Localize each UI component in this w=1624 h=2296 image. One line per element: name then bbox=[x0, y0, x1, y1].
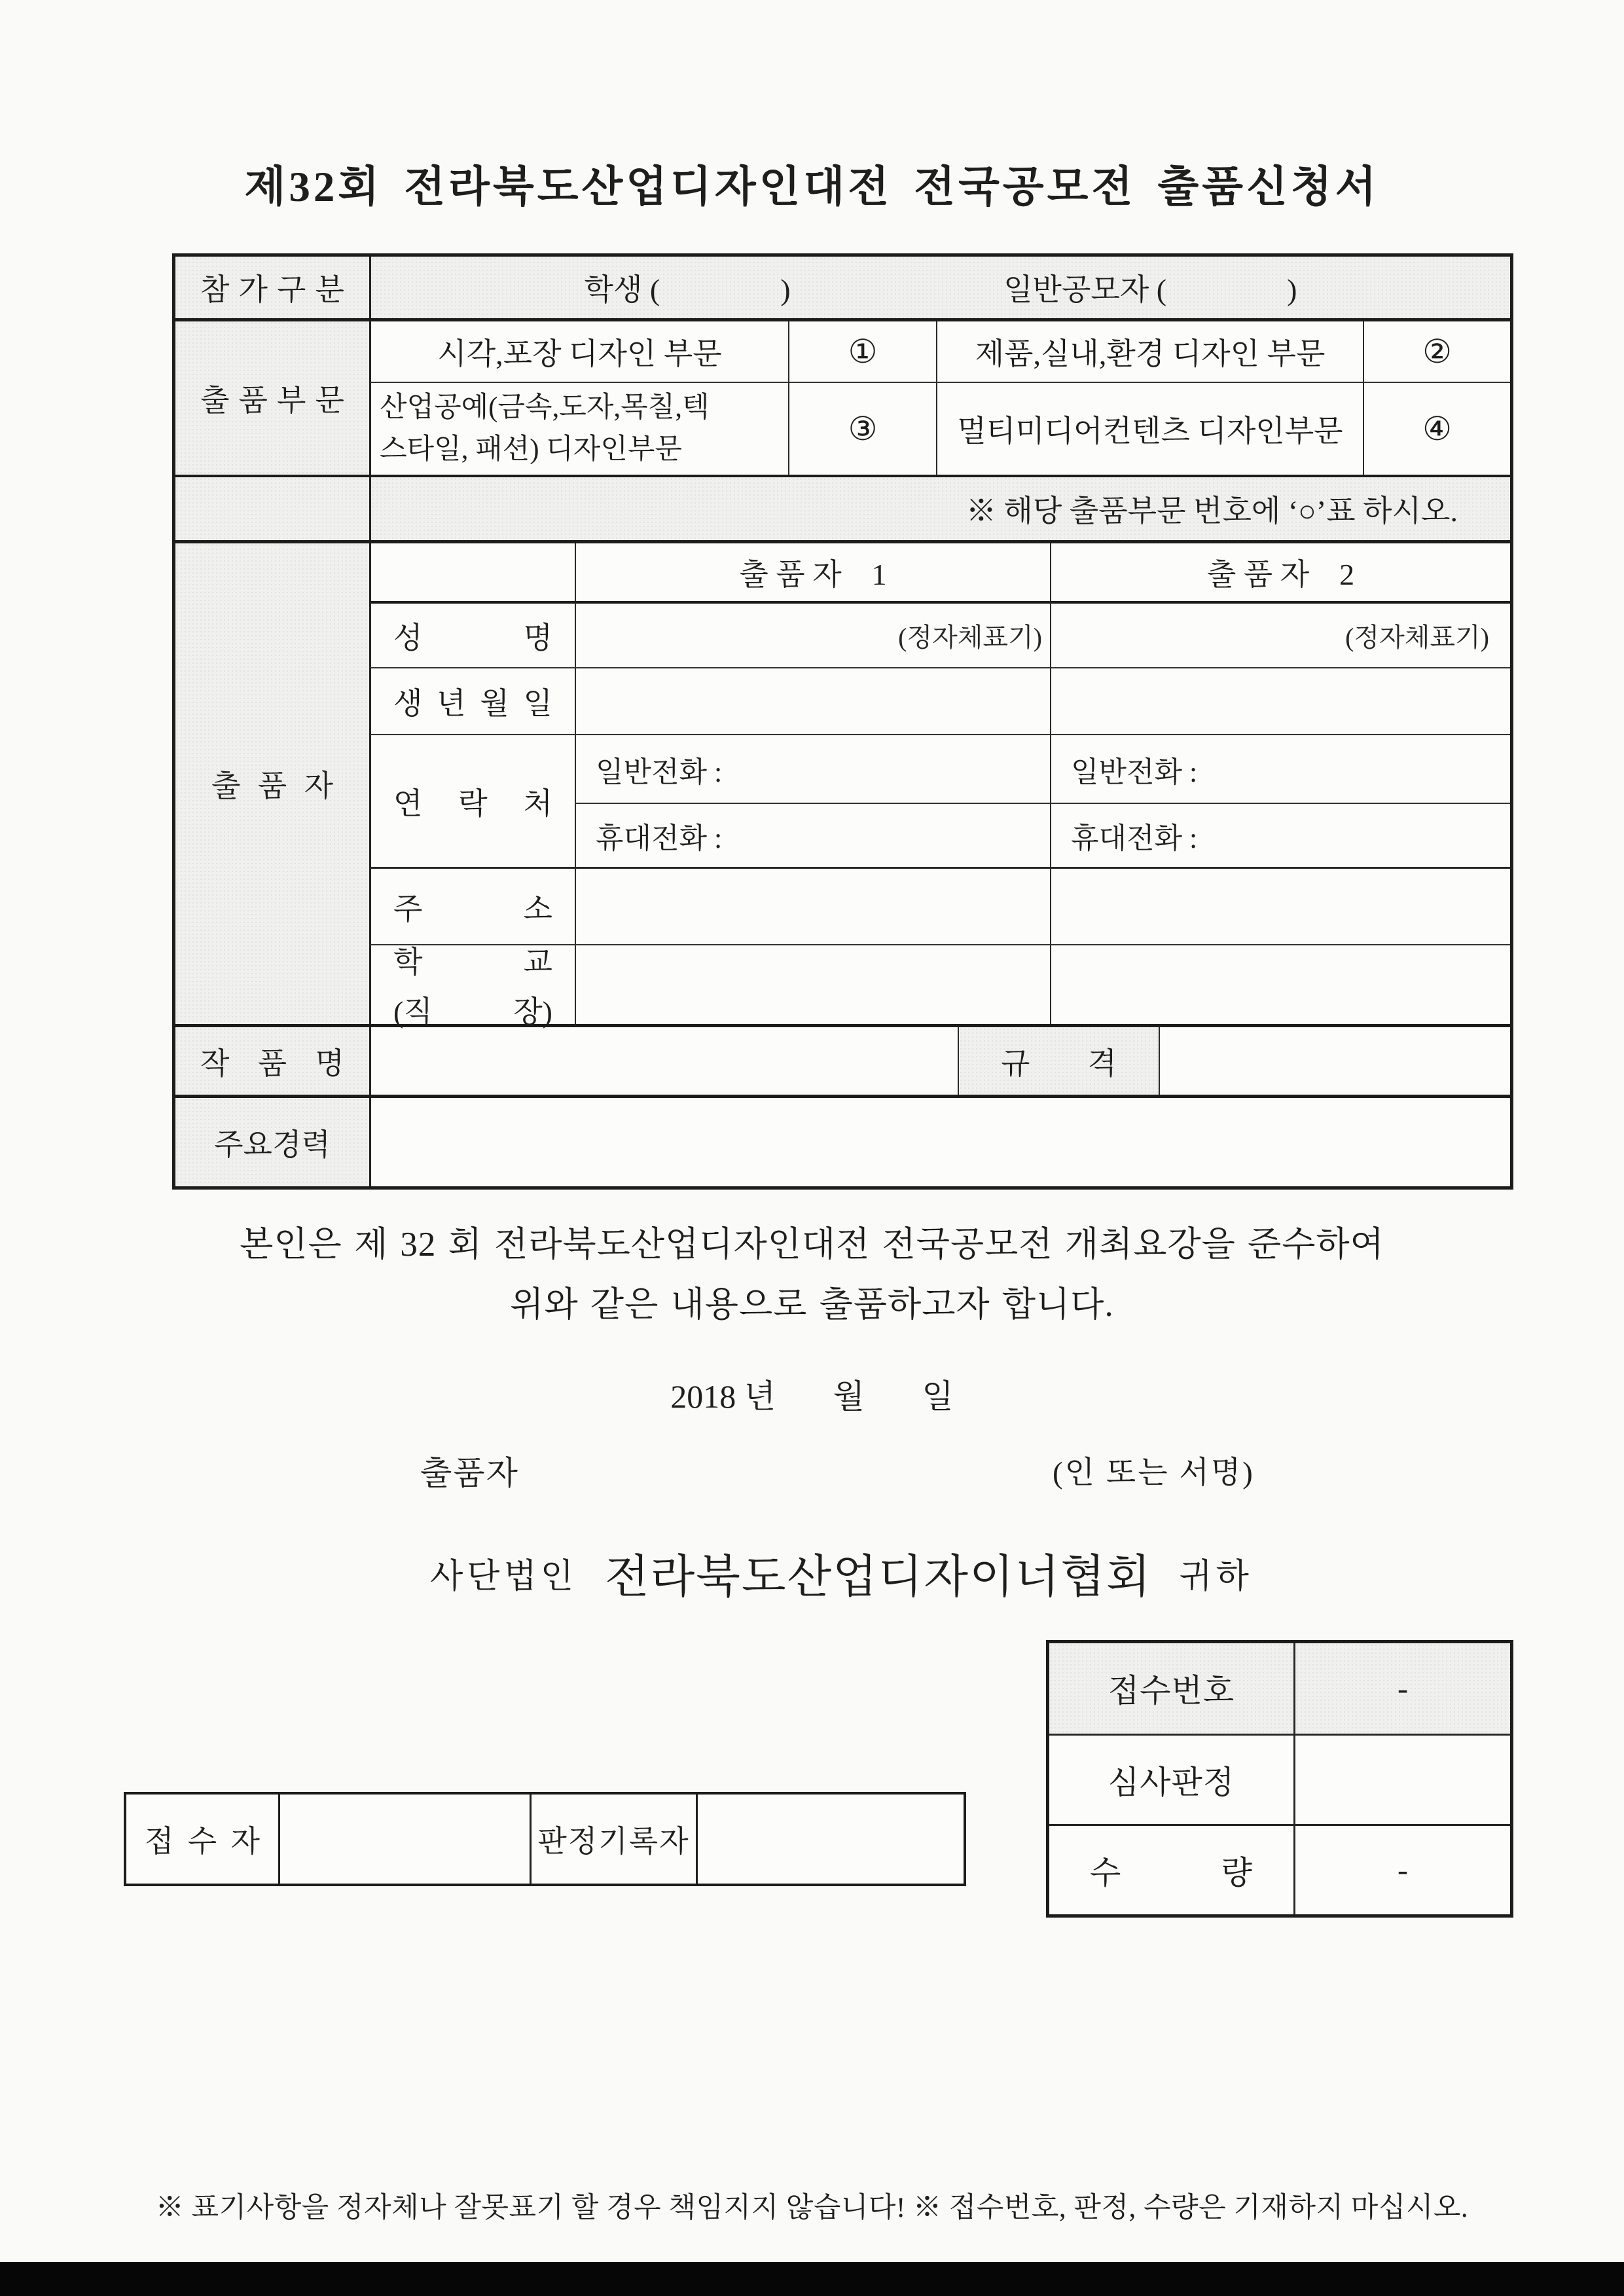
receiver-label: 접 수 자 bbox=[145, 1825, 260, 1858]
declaration-line2: 위와 같은 내용으로 출품하고자 합니다. bbox=[510, 1286, 1114, 1324]
spec-label-cell bbox=[958, 1027, 1159, 1095]
work-title-row bbox=[175, 1024, 1510, 1095]
division-name-industrial-craft-line1: 산업공예(금속,도자,목칠,텍 bbox=[380, 392, 710, 423]
address-field-entrant1 bbox=[575, 867, 1050, 944]
division-note-text: ※ 해당 출품부문 번호에 ‘○’표 하시오. bbox=[965, 494, 1458, 528]
judging-value bbox=[1293, 1736, 1510, 1824]
division-circle-number-2: ② bbox=[1363, 321, 1510, 382]
school-field-entrant1 bbox=[575, 944, 1050, 1024]
mobile-field-entrant1: 휴대전화 : bbox=[575, 803, 1050, 867]
recorder-label-cell: 판정기록자 bbox=[530, 1795, 696, 1884]
birth-field-entrant1 bbox=[575, 667, 1050, 734]
entrant-section bbox=[175, 540, 1510, 1029]
spec-field bbox=[1159, 1027, 1510, 1095]
judging-row bbox=[1049, 1734, 1510, 1824]
quantity-label-text: 수 량 bbox=[1090, 1854, 1253, 1891]
mobile-field-entrant2: 휴대전화 : bbox=[1050, 803, 1510, 867]
recipient-prefix: 사단법인 bbox=[430, 1558, 577, 1595]
work-title-label: 작 품 명 bbox=[200, 1046, 344, 1080]
career-row bbox=[175, 1095, 1510, 1186]
phone-field-entrant2: 일반전화 : bbox=[1050, 734, 1510, 803]
name-label-cell bbox=[369, 601, 575, 667]
division-circle-number-3: ③ bbox=[788, 382, 936, 475]
name-field-entrant2: (정자체표기) bbox=[1050, 601, 1510, 667]
entrant-label-cell bbox=[175, 543, 369, 1024]
division-name-industrial-craft-line2: 스타일, 패션) 디자인부문 bbox=[380, 434, 682, 465]
recipient-suffix: 귀하 bbox=[1179, 1558, 1253, 1595]
name-field-entrant1: (정자체표기) bbox=[575, 601, 1050, 667]
scan-bottom-edge bbox=[0, 2262, 1624, 2296]
receipt-number-value: - bbox=[1293, 1643, 1510, 1734]
entrant2-header-cell: 출 품 자 2 bbox=[1050, 543, 1510, 601]
birth-label: 생 년 월 일 bbox=[393, 687, 552, 720]
division-circle-number-1: ① bbox=[788, 321, 936, 382]
contact-label: 연 락 처 bbox=[393, 786, 552, 820]
entrant-label: 출 품 자 bbox=[211, 769, 333, 803]
participation-row bbox=[175, 257, 1510, 318]
address-label-cell bbox=[369, 867, 575, 944]
division-label-cell bbox=[175, 321, 369, 475]
division-note-row bbox=[175, 475, 1510, 540]
work-title-field bbox=[369, 1027, 958, 1095]
recipient-name: 전라북도산업디자이너협회 bbox=[605, 1552, 1152, 1603]
spec-label: 규 격 bbox=[1001, 1046, 1117, 1080]
career-label-cell: 주요경력 bbox=[175, 1098, 369, 1186]
application-table bbox=[172, 253, 1513, 1190]
participation-options-cell bbox=[369, 257, 1510, 318]
address-label: 주 소 bbox=[393, 892, 552, 926]
participation-student-option: 학생 ( ) bbox=[584, 273, 791, 306]
footer-note: ※ 표기사항을 정자체나 잘못표기 할 경우 책임지지 않습니다! ※ 접수번호, 판정, 수량은 기재하지 마십시오. bbox=[155, 2193, 1469, 2223]
receipt-table bbox=[124, 1792, 966, 1886]
signer-label: 출품자 bbox=[420, 1455, 519, 1491]
school-label-cell bbox=[369, 944, 575, 1029]
division-name-product-interior-environment: 제품,실내,환경 디자인 부문 bbox=[936, 321, 1363, 382]
name-label: 성 명 bbox=[393, 621, 552, 655]
signature-hint: (인 또는 서명) bbox=[1053, 1456, 1255, 1490]
office-use-table bbox=[1046, 1640, 1513, 1918]
receipt-number-label: 접수번호 bbox=[1049, 1643, 1293, 1734]
recorder-field bbox=[696, 1795, 964, 1884]
receipt-number-row bbox=[1049, 1643, 1510, 1734]
participation-label-cell bbox=[175, 257, 369, 318]
quantity-label bbox=[1049, 1826, 1293, 1914]
school-label-line1: 학 교 bbox=[393, 945, 552, 979]
birth-field-entrant2 bbox=[1050, 667, 1510, 734]
division-note-label-cell bbox=[175, 477, 369, 540]
judging-label: 심사판정 bbox=[1108, 1764, 1235, 1800]
receiver-field bbox=[278, 1795, 530, 1884]
date-line: 2018 년 월 일 bbox=[670, 1378, 954, 1415]
division-name-visual-packaging: 시각,포장 디자인 부문 bbox=[369, 321, 788, 382]
address-field-entrant2 bbox=[1050, 867, 1510, 944]
declaration-line1: 본인은 제 32 회 전라북도산업디자인대전 전국공모전 개최요강을 준수하여 bbox=[240, 1226, 1384, 1264]
division-circle-number-4: ④ bbox=[1363, 382, 1510, 475]
receiver-label-cell bbox=[126, 1795, 278, 1884]
division-name-multimedia-contents: 멀티미디어컨텐츠 디자인부문 bbox=[936, 382, 1363, 475]
quantity-value: - bbox=[1293, 1826, 1510, 1914]
division-label: 출 품 부 문 bbox=[200, 384, 344, 417]
career-field bbox=[369, 1098, 1510, 1186]
division-name-industrial-craft bbox=[369, 382, 788, 475]
form-title: 제32회 전라북도산업디자인대전 전국공모전 출품신청서 bbox=[244, 164, 1380, 211]
recipient-line bbox=[29, 1540, 1624, 1606]
division-rows bbox=[175, 318, 1510, 475]
phone-field-entrant1: 일반전화 : bbox=[575, 734, 1050, 803]
entrant-header-spacer-cell bbox=[369, 543, 575, 601]
participation-label: 참 가 구 분 bbox=[200, 273, 344, 306]
entrant1-header-cell: 출 품 자 1 bbox=[575, 543, 1050, 601]
school-field-entrant2 bbox=[1050, 944, 1510, 1024]
work-title-label-cell bbox=[175, 1027, 369, 1095]
contact-label-cell bbox=[369, 734, 575, 867]
birth-label-cell bbox=[369, 667, 575, 734]
school-label-line2: (직 장) bbox=[393, 995, 552, 1029]
division-note-cell bbox=[369, 477, 1510, 540]
participation-general-option: 일반공모자 ( ) bbox=[1003, 273, 1297, 306]
quantity-row bbox=[1049, 1824, 1510, 1914]
